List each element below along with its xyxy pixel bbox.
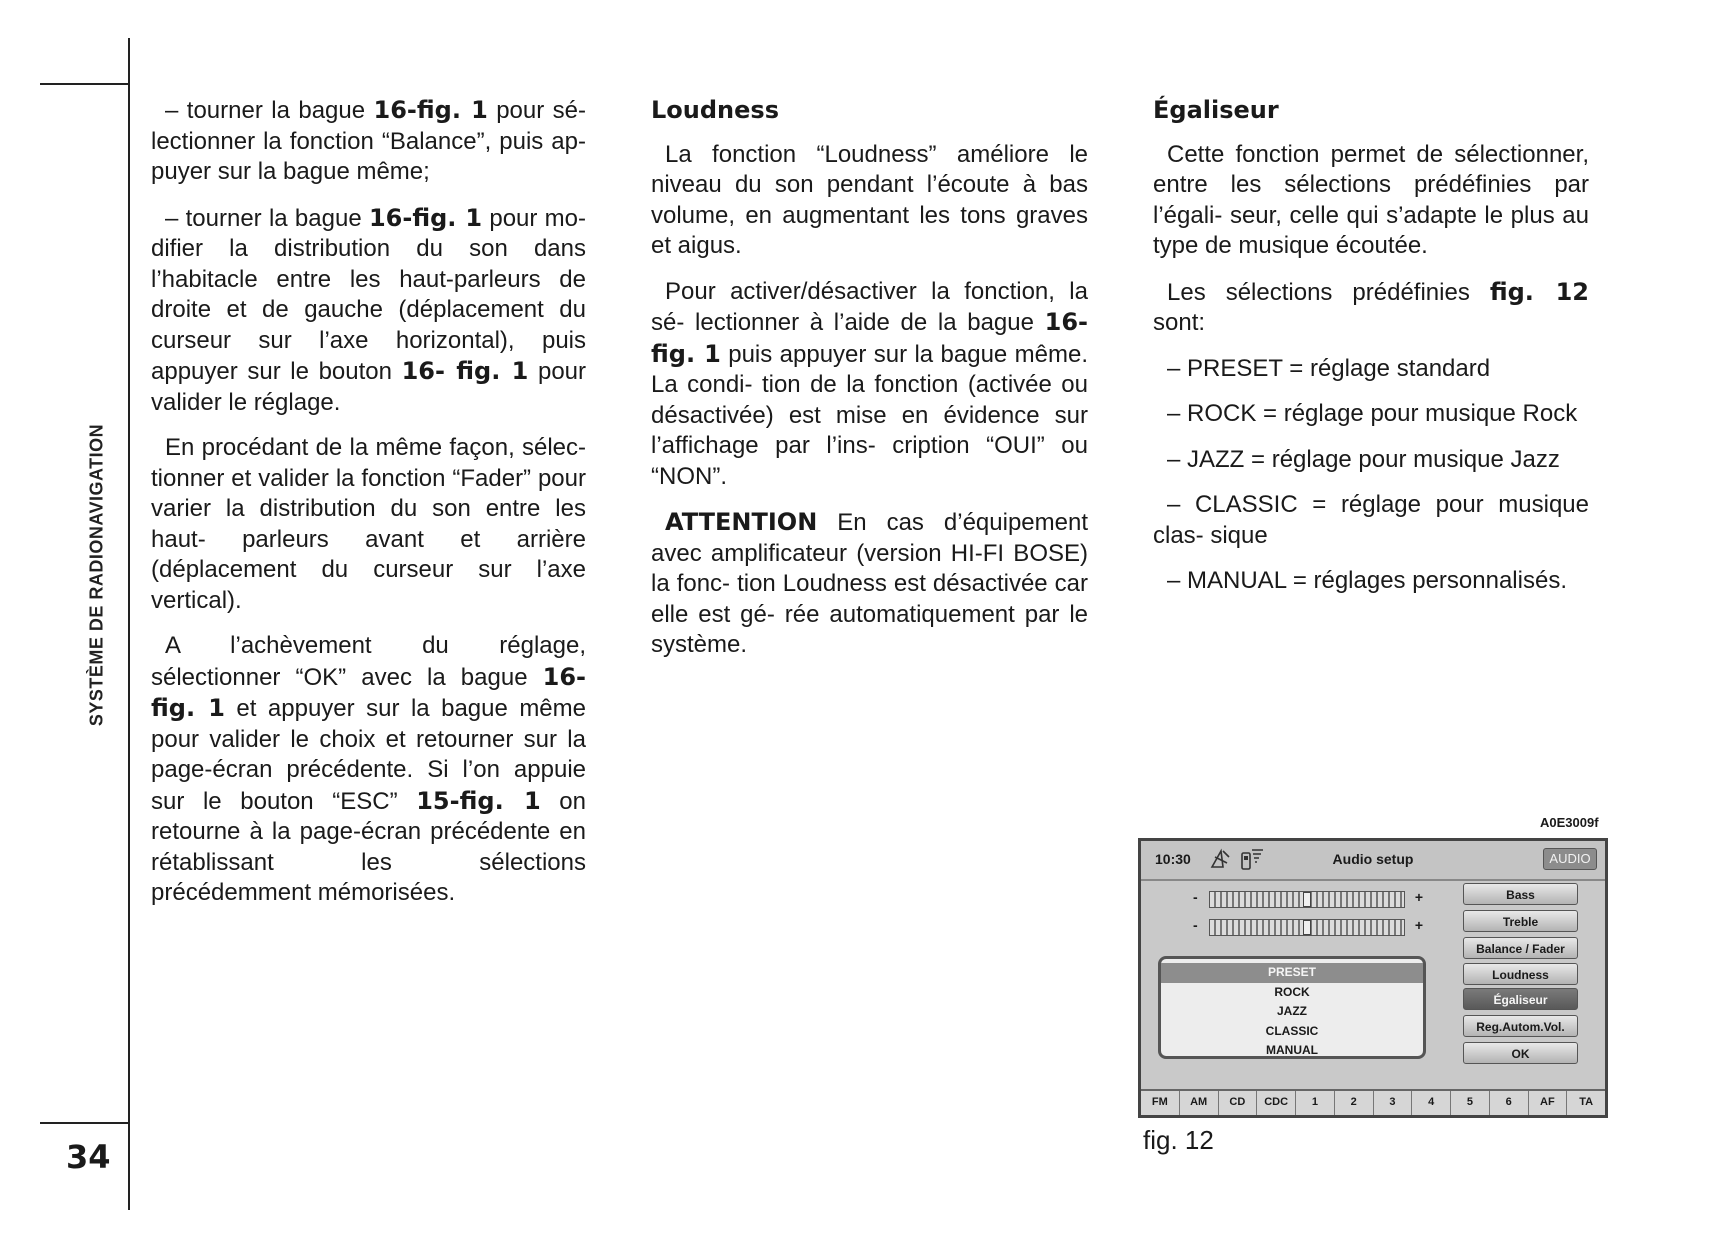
- bass-button[interactable]: Bass: [1463, 883, 1578, 905]
- slider-knob[interactable]: [1303, 892, 1311, 907]
- paragraph: Cette fonction permet de sélectionner, entre les sélections prédéfinies par l’égali- seur, celle qui s’adapte le plus au type de musique écoutée.: [1153, 140, 1589, 259]
- paragraph: A l’achèvement du réglage, sélectionner “OK” avec la bague 16-fig. 1 et appuyer sur la bague même pour valider le choix et retourner sur la page-écran précédente. Si l’on appuie sur le bouton “ESC” 15-fig. 1 on retourne à la page-écran précédente en rétablissant les sélections précédemment mémorisées.: [151, 632, 586, 906]
- preset-3-button[interactable]: 3: [1374, 1091, 1413, 1115]
- slider-plus: +: [1414, 917, 1423, 933]
- preset-1-button[interactable]: 1: [1296, 1091, 1335, 1115]
- preset-5-button[interactable]: 5: [1451, 1091, 1490, 1115]
- ta-button[interactable]: TA: [1579, 1096, 1594, 1108]
- balance-fader-button[interactable]: Balance / Fader: [1463, 937, 1578, 959]
- clock: 10:30: [1155, 851, 1191, 867]
- preset-2-button[interactable]: 2: [1335, 1091, 1374, 1115]
- preset-4-button[interactable]: 4: [1412, 1091, 1451, 1115]
- paragraph: – tourner la bague 16-fig. 1 pour sé- lectionner la fonction “Balance”, puis ap- puyer sur la bague même;: [151, 96, 587, 185]
- source-am-button[interactable]: AM: [1180, 1091, 1219, 1115]
- figure-caption: fig. 12: [1143, 1125, 1214, 1155]
- column-3: [1153, 95, 1589, 612]
- frame-bottom-line: [40, 1122, 128, 1124]
- frame-vertical-line: [128, 38, 130, 1210]
- paragraph: – tourner la bague 16-fig. 1 pour mo- difier la distribution du son dans l’habitacle entre les haut-parleurs de droite et de gauche (déplacement du curseur sur l’axe horizontal), puis appuyer sur le bouton 16- fig. 1 pour valider le réglage.: [151, 203, 587, 416]
- screen-title: Audio setup: [1332, 851, 1414, 867]
- slider-minus: -: [1193, 889, 1198, 905]
- slider-knob[interactable]: [1303, 920, 1311, 935]
- list-item: – JAZZ = réglage pour musique Jazz: [1167, 445, 1560, 473]
- page-number: 34: [66, 1138, 111, 1176]
- preset-item[interactable]: CLASSIC: [1265, 1023, 1319, 1038]
- list-item: – MANUAL = réglages personnalisés.: [1167, 567, 1567, 594]
- source-fm-button[interactable]: FM: [1141, 1091, 1180, 1115]
- paragraph-attention: ATTENTION En cas d’équipement avec amplificateur (version HI-FI BOSE) la fonc- tion Loudness est désactivée car elle est gé- rée automatiquement par le système.: [651, 508, 1088, 658]
- preset-item[interactable]: ROCK: [1274, 984, 1310, 999]
- slider-track[interactable]: [1209, 891, 1405, 908]
- af-button[interactable]: AF: [1529, 1091, 1568, 1115]
- reg-autom-vol-button[interactable]: Reg.Autom.Vol.: [1463, 1015, 1578, 1037]
- column-2: [651, 95, 1088, 676]
- bass-slider[interactable]: [1189, 889, 1425, 909]
- figure-code: A0E3009f: [1540, 815, 1599, 830]
- source-cd-button[interactable]: CD: [1219, 1091, 1258, 1115]
- frame-top-line: [40, 83, 128, 85]
- source-bar: [1141, 1089, 1605, 1115]
- treble-slider[interactable]: [1189, 917, 1425, 937]
- section-title: SYSTÈME DE RADIONAVIGATION: [86, 423, 107, 727]
- loudness-button[interactable]: Loudness: [1463, 963, 1578, 985]
- source-cdc-button[interactable]: CDC: [1257, 1091, 1296, 1115]
- preset-item[interactable]: JAZZ: [1277, 1004, 1307, 1018]
- heading-loudness: Loudness: [651, 96, 779, 124]
- heading-egaliseur: Égaliseur: [1153, 96, 1279, 124]
- list-item: – CLASSIC = réglage pour musique clas- sique: [1153, 491, 1589, 549]
- preset-item[interactable]: MANUAL: [1266, 1043, 1318, 1057]
- paragraph: La fonction “Loudness” améliore le niveau du son pendant l’écoute à bas volume, en augmentant les tons graves et aigus.: [651, 140, 1088, 259]
- treble-button[interactable]: Treble: [1463, 910, 1578, 932]
- audio-mode-badge[interactable]: AUDIO: [1543, 848, 1597, 870]
- screen-header: [1141, 841, 1605, 881]
- column-1: [151, 95, 586, 924]
- egaliseur-button[interactable]: Égaliseur: [1463, 988, 1578, 1010]
- ok-button[interactable]: OK: [1463, 1042, 1578, 1064]
- slider-plus: +: [1414, 889, 1423, 905]
- audio-setup-screen: [1138, 838, 1608, 1118]
- paragraph: En procédant de la même façon, sélec- tionner et valider la fonction “Fader” pour varier la distribution du son entre les haut- parleurs avant et arrière (déplacement du curseur sur l’axe vertical).: [151, 434, 586, 614]
- list-item: – ROCK = réglage pour musique Rock: [1167, 400, 1578, 427]
- preset-item[interactable]: PRESET: [1161, 963, 1423, 983]
- slider-track[interactable]: [1209, 919, 1405, 936]
- paragraph: Pour activer/désactiver la fonction, la sé- lectionner à l’aide de la bague 16-fig. 1 puis appuyer sur la bague même. La condi- tion de la fonction (activée ou désactivée) est mise en évidence sur l’affichage par l’ins- cription “OUI” ou “NON”.: [651, 277, 1089, 490]
- preset-6-button[interactable]: 6: [1490, 1091, 1529, 1115]
- paragraph: Les sélections prédéfinies fig. 12 sont:: [1153, 277, 1589, 336]
- list-item: – PRESET = réglage standard: [1167, 354, 1491, 382]
- slider-minus: -: [1193, 917, 1198, 933]
- preset-list: [1158, 956, 1426, 1059]
